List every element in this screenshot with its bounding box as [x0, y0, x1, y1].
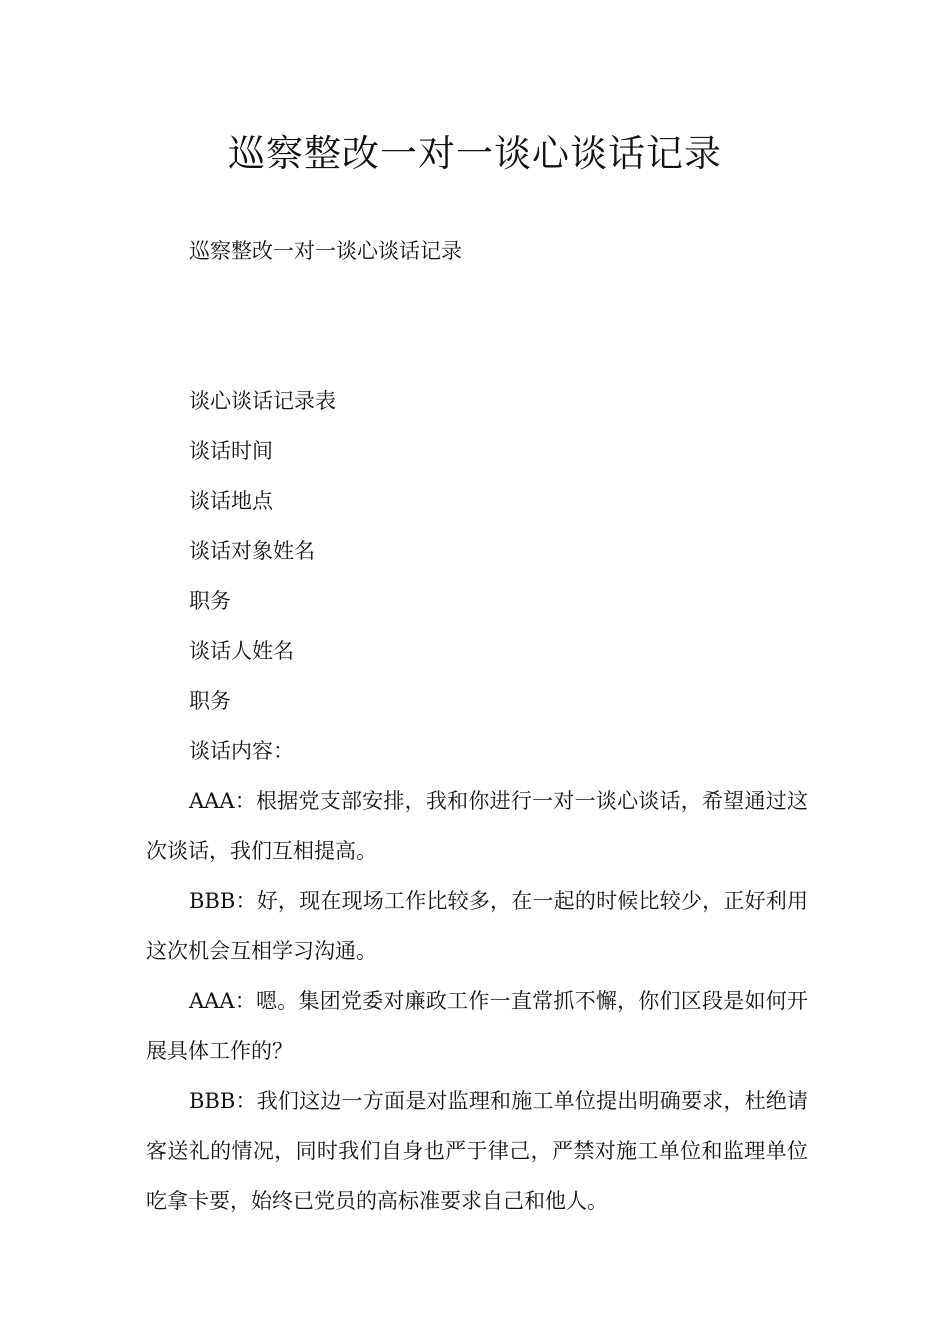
field-content-label: 谈话内容：: [189, 739, 294, 763]
document-body: [146, 226, 808, 1226]
field-time: 谈话时间: [189, 439, 273, 463]
dialogue-paragraph: AAA：嗯。集团党委对廉政工作一直常抓不懈，你们区段是如何开展具体工作的？: [146, 989, 808, 1063]
dialogue-paragraph: BBB：好，现在现场工作比较多，在一起的时候比较少，正好利用这次机会互相学习沟通。: [146, 889, 808, 963]
field-place: 谈话地点: [189, 489, 273, 513]
dialogue-paragraph: AAA：根据党支部安排，我和你进行一对一谈心谈话，希望通过这次谈话，我们互相提高。: [146, 789, 808, 863]
field-speaker-name: 谈话人姓名: [189, 639, 294, 663]
dialogue-paragraph: BBB：我们这边一方面是对监理和施工单位提出明确要求，杜绝请客送礼的情况，同时我们自身也严于律己，严禁对施工单位和监理单位吃拿卡要，始终已党员的高标准要求自己和他人。: [146, 1089, 808, 1213]
field-subject-position: 职务: [189, 589, 231, 613]
field-speaker-position: 职务: [189, 689, 231, 713]
form-title: 谈心谈话记录表: [189, 389, 336, 413]
document-title: 巡察整改一对一谈心谈话记录: [228, 132, 722, 175]
document-subtitle: 巡察整改一对一谈心谈话记录: [189, 239, 462, 263]
field-subject-name: 谈话对象姓名: [189, 539, 315, 563]
